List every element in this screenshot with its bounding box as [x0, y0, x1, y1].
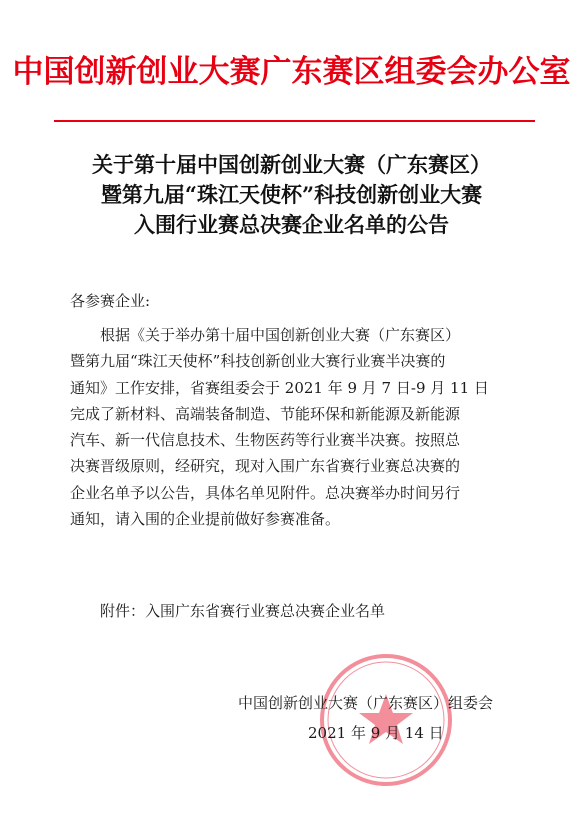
body-line: 完成了新材料、高端装备制造、节能环保和新能源及新能源	[70, 404, 461, 423]
signature-date: 2021 年 9 月 14 日	[308, 724, 444, 742]
body-line: 决赛晋级原则，经研究，现对入围广东省赛行业赛总决赛的	[70, 457, 461, 476]
signature-organization: 中国创新创业大赛（广东赛区）组委会	[238, 694, 494, 712]
body-line: 暨第九届“珠江天使杯”科技创新创业大赛行业赛半决赛的	[70, 352, 446, 371]
attachment-note: 附件：入围广东省赛行业赛总决赛企业名单	[100, 602, 386, 620]
body-line: 根据《关于举办第十届中国创新创业大赛（广东赛区）	[100, 326, 461, 344]
official-seal-icon	[316, 650, 456, 790]
red-divider-line	[54, 120, 535, 122]
salutation: 各参赛企业:	[70, 292, 151, 310]
body-line: 通知》工作安排，省赛组委会于 2021 年 9 月 7 日-9 月 11 日	[70, 378, 489, 397]
title-line-3: 入围行业赛总决赛企业名单的公告	[134, 212, 449, 237]
title-line-1: 关于第十届中国创新创业大赛（广东赛区）	[92, 152, 491, 177]
body-line: 通知，请入围的企业提前做好参赛准备。	[70, 510, 341, 529]
issuing-office-header: 中国创新创业大赛广东赛区组委会办公室	[12, 54, 571, 90]
body-paragraph	[70, 322, 530, 532]
body-line: 汽车、新一代信息技术、生物医药等行业赛半决赛。按照总	[70, 431, 461, 450]
body-line: 企业名单予以公告，具体名单见附件。总决赛举办时间另行	[70, 483, 461, 502]
title-line-2: 暨第九届“珠江天使杯”科技创新创业大赛	[100, 182, 483, 207]
announcement-title	[40, 150, 543, 240]
